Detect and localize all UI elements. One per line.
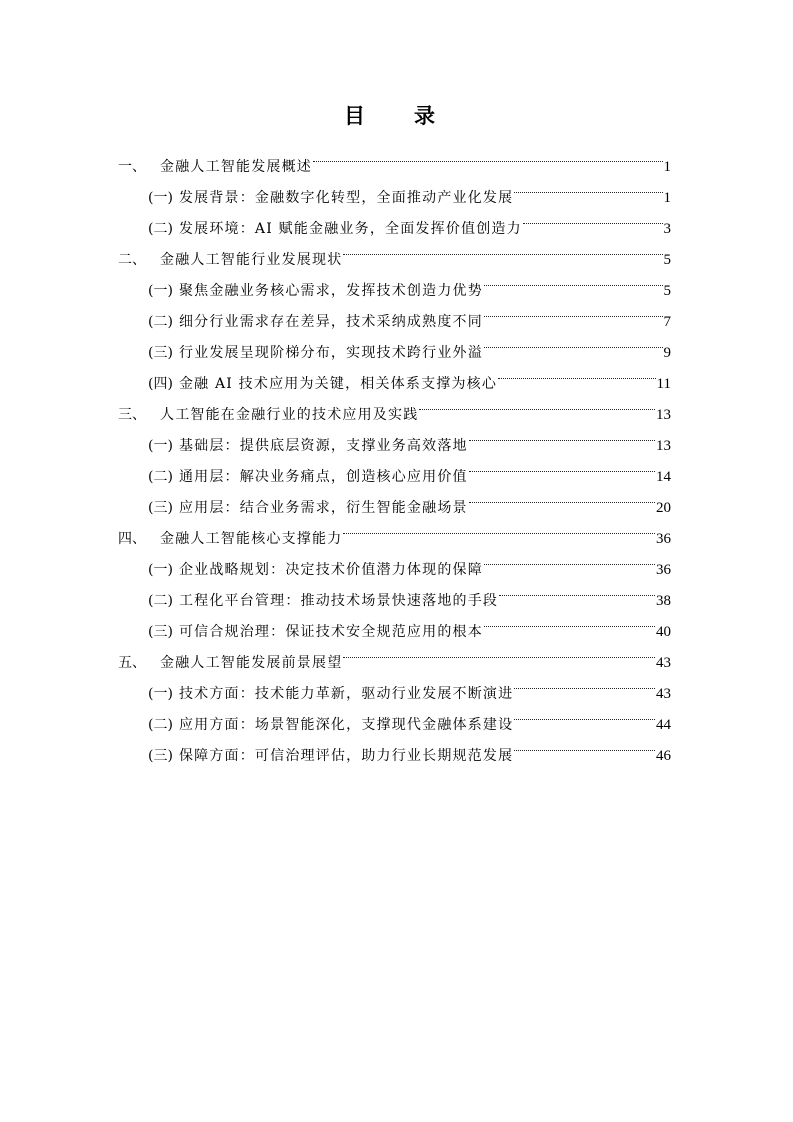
toc-entry-page: 13: [656, 438, 671, 454]
toc-entry-text: 应用层：结合业务需求，衍生智能金融场景: [178, 500, 468, 516]
dot-leader: [469, 481, 655, 512]
toc-entry-page: 3: [663, 221, 671, 237]
dot-leader: [313, 140, 663, 171]
dot-leader: [343, 512, 655, 543]
toc-entry-text: 人工智能在金融行业的技术应用及实践: [160, 407, 419, 423]
toc-entry-page: 11: [656, 376, 671, 392]
toc-entry-page: 40: [656, 624, 671, 640]
page-title: 目 录: [344, 104, 449, 128]
dot-leader: [499, 574, 655, 605]
toc-entry-number: (一): [148, 686, 173, 702]
toc-entry-page: 46: [656, 748, 671, 764]
toc-entry-number: 四、: [118, 531, 146, 547]
toc-entry-page: 5: [663, 283, 671, 299]
dot-leader: [469, 419, 655, 450]
toc-entry-number: (三): [148, 345, 173, 361]
toc-entry-number: (二): [148, 221, 173, 237]
toc-entry-number: (三): [148, 624, 173, 640]
toc-entry-text: 聚焦金融业务核心需求，发挥技术创造力优势: [178, 283, 483, 299]
dot-leader: [343, 233, 662, 264]
toc-entry-text: 金融人工智能发展概述: [160, 159, 312, 175]
toc-entry-number: 一、: [118, 159, 146, 175]
toc-entry-page: 14: [656, 469, 671, 485]
dot-leader: [498, 357, 655, 388]
dot-leader: [484, 605, 655, 636]
toc-entry-number: 二、: [118, 252, 146, 268]
toc-entry-text: 应用方面：场景智能深化，支撑现代金融体系建设: [178, 717, 514, 733]
dot-leader: [484, 326, 663, 357]
toc-entry-text: 工程化平台管理：推动技术场景快速落地的手段: [178, 593, 499, 609]
dot-leader: [469, 450, 655, 481]
toc-entry-number: (一): [148, 438, 173, 454]
dot-leader: [484, 295, 663, 326]
dot-leader: [419, 388, 655, 419]
toc-entry-number: (二): [148, 593, 173, 609]
toc-entry-page: 36: [656, 562, 671, 578]
toc-entry-text: 基础层：提供底层资源，支撑业务高效落地: [178, 438, 468, 454]
toc-entry-page: 1: [663, 159, 671, 175]
dot-leader: [343, 636, 655, 667]
toc-entry-text: 保障方面：可信治理评估，助力行业长期规范发展: [178, 748, 514, 764]
toc-entry-page: 1: [663, 190, 671, 206]
toc-entry-number: (二): [148, 469, 173, 485]
toc-entry-number: (一): [148, 190, 173, 206]
toc-entry-text: 发展环境：AI 赋能金融业务，全面发挥价值创造力: [178, 221, 522, 237]
toc-entry-number: (一): [148, 562, 173, 578]
dot-leader: [484, 543, 655, 574]
toc-entry-page: 36: [656, 531, 671, 547]
toc-entry-number: (二): [148, 717, 173, 733]
dot-leader: [514, 729, 655, 760]
toc-entry-text: 技术方面：技术能力革新，驱动行业发展不断演进: [178, 686, 514, 702]
toc-entry-page: 5: [663, 252, 671, 268]
table-of-contents: [118, 140, 671, 764]
toc-entry-text: 通用层：解决业务痛点，创造核心应用价值: [178, 469, 468, 485]
toc-entry-text: 金融人工智能发展前景展望: [160, 655, 343, 671]
toc-entry-text: 行业发展呈现阶梯分布，实现技术跨行业外溢: [178, 345, 483, 361]
dot-leader: [523, 202, 663, 233]
toc-entry-number: (三): [148, 500, 173, 516]
toc-entry-text: 可信合规治理：保证技术安全规范应用的根本: [178, 624, 483, 640]
dot-leader: [514, 698, 655, 729]
toc-entry-page: 9: [663, 345, 671, 361]
toc-entry-text: 发展背景：金融数字化转型，全面推动产业化发展: [178, 190, 514, 206]
toc-entry-number: (二): [148, 314, 173, 330]
toc-entry-number: (四): [148, 376, 173, 392]
toc-entry[interactable]: [118, 140, 671, 175]
toc-entry-number: (三): [148, 748, 173, 764]
dot-leader: [514, 667, 655, 698]
toc-entry-text: 企业战略规划：决定技术价值潜力体现的保障: [178, 562, 483, 578]
toc-entry-number: 三、: [118, 407, 146, 423]
toc-entry-page: 20: [656, 500, 671, 516]
toc-entry-number: (一): [148, 283, 173, 299]
toc-entry-text: 金融人工智能行业发展现状: [160, 252, 343, 268]
dot-leader: [514, 171, 662, 202]
toc-entry-page: 44: [656, 717, 671, 733]
toc-entry-text: 细分行业需求存在差异，技术采纳成熟度不同: [178, 314, 483, 330]
toc-entry-page: 43: [656, 686, 671, 702]
toc-entry-text: 金融 AI 技术应用为关键，相关体系支撑为核心: [178, 376, 498, 392]
toc-entry-number: 五、: [118, 655, 146, 671]
dot-leader: [484, 264, 663, 295]
toc-entry-page: 43: [656, 655, 671, 671]
toc-entry-text: 金融人工智能核心支撑能力: [160, 531, 343, 547]
toc-entry-page: 38: [656, 593, 671, 609]
toc-entry-page: 13: [656, 407, 671, 423]
toc-entry-page: 7: [663, 314, 671, 330]
